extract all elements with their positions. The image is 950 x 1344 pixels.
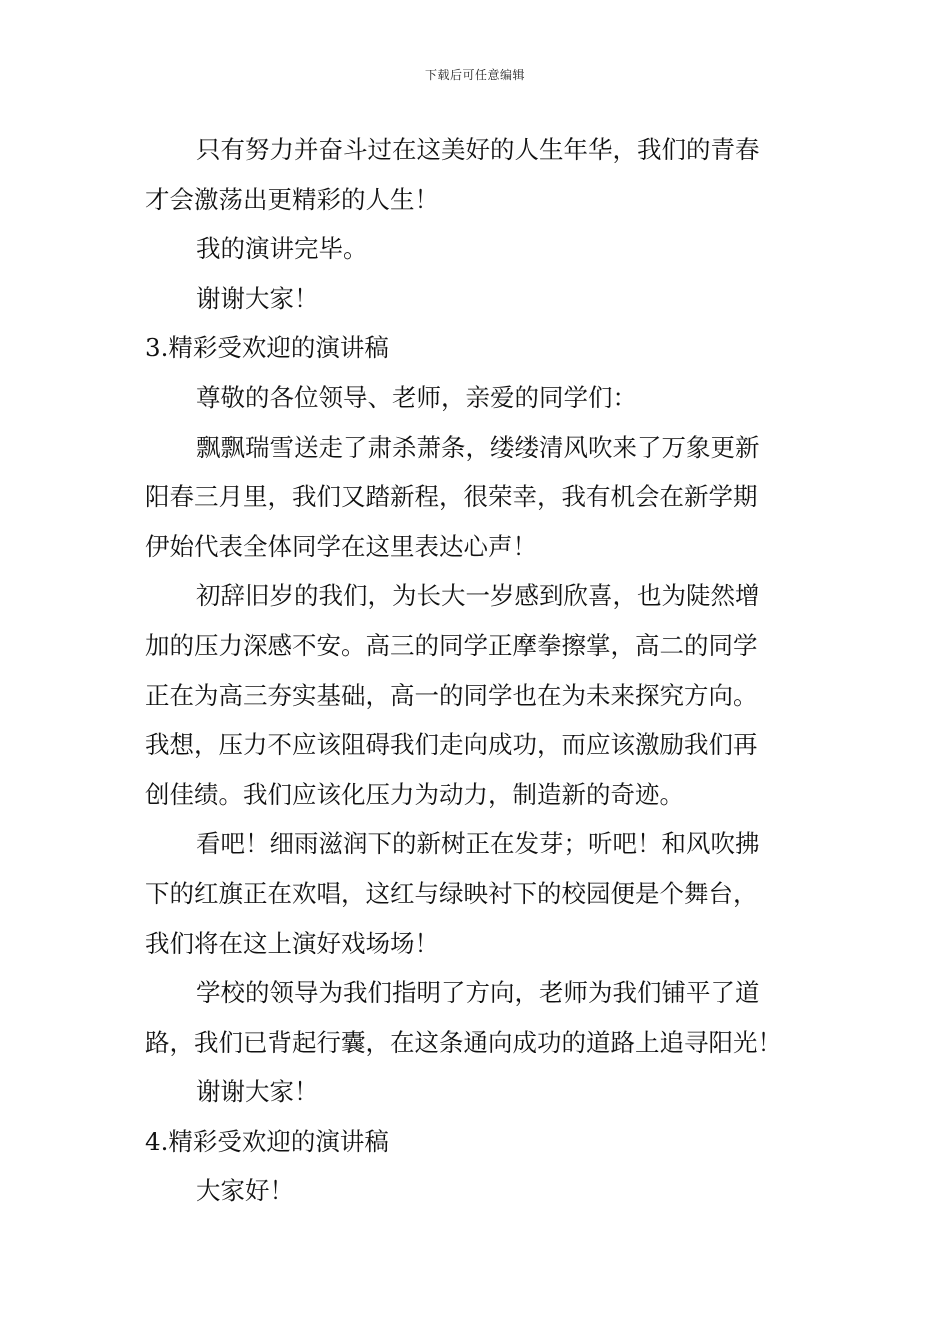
paragraph-line: 谢谢大家！ (196, 1077, 319, 1107)
paragraph-line: 只有努力并奋斗过在这美好的人生年华，我们的青春 (196, 135, 760, 164)
paragraph-line: 路，我们已背起行囊，在这条通向成功的道路上追寻阳光！ (145, 1027, 782, 1057)
paragraph-line: 大家好！ (196, 1176, 294, 1206)
paragraph-line: 创佳绩。我们应该化压力为动力，制造新的奇迹。 (145, 779, 684, 809)
paragraph-line: 飘飘瑞雪送走了肃杀萧条，缕缕清风吹来了万象更新 (196, 432, 760, 462)
paragraph-line: 尊敬的各位领导、老师，亲爱的同学们： (196, 382, 637, 412)
paragraph-line: 阳春三月里，我们又踏新程，很荣幸，我有机会在新学期 (145, 482, 758, 512)
header-note: 下载后可任意编辑 (424, 68, 525, 82)
paragraph-line: 下的红旗正在欢唱，这红与绿映衬下的校园便是个舞台， (145, 878, 758, 908)
paragraph-line: 我们将在这上演好戏场场！ (145, 928, 439, 958)
paragraph-line: 才会激荡出更精彩的人生！ (145, 184, 439, 214)
paragraph-line: 伊始代表全体同学在这里表达心声！ (145, 531, 537, 561)
section-heading: 3.精彩受欢迎的演讲稿 (145, 333, 389, 363)
paragraph-line: 我的演讲完毕。 (196, 234, 368, 264)
section-heading: 4.精彩受欢迎的演讲稿 (145, 1126, 389, 1156)
paragraph-line: 初辞旧岁的我们，为长大一岁感到欣喜，也为陡然增 (196, 581, 760, 611)
paragraph-line: 我想，压力不应该阻碍我们走向成功，而应该激励我们再 (145, 730, 758, 760)
document-body (145, 125, 810, 1216)
paragraph-line: 学校的领导为我们指明了方向，老师为我们铺平了道 (196, 978, 760, 1008)
paragraph-line: 加的压力深感不安。高三的同学正摩拳擦掌，高二的同学 (145, 630, 758, 660)
paragraph-line: 谢谢大家！ (196, 283, 319, 313)
paragraph-line: 看吧！细雨滋润下的新树正在发芽；听吧！和风吹拂 (196, 829, 760, 859)
paragraph-line: 正在为高三夯实基础，高一的同学也在为未来探究方向。 (145, 680, 758, 710)
